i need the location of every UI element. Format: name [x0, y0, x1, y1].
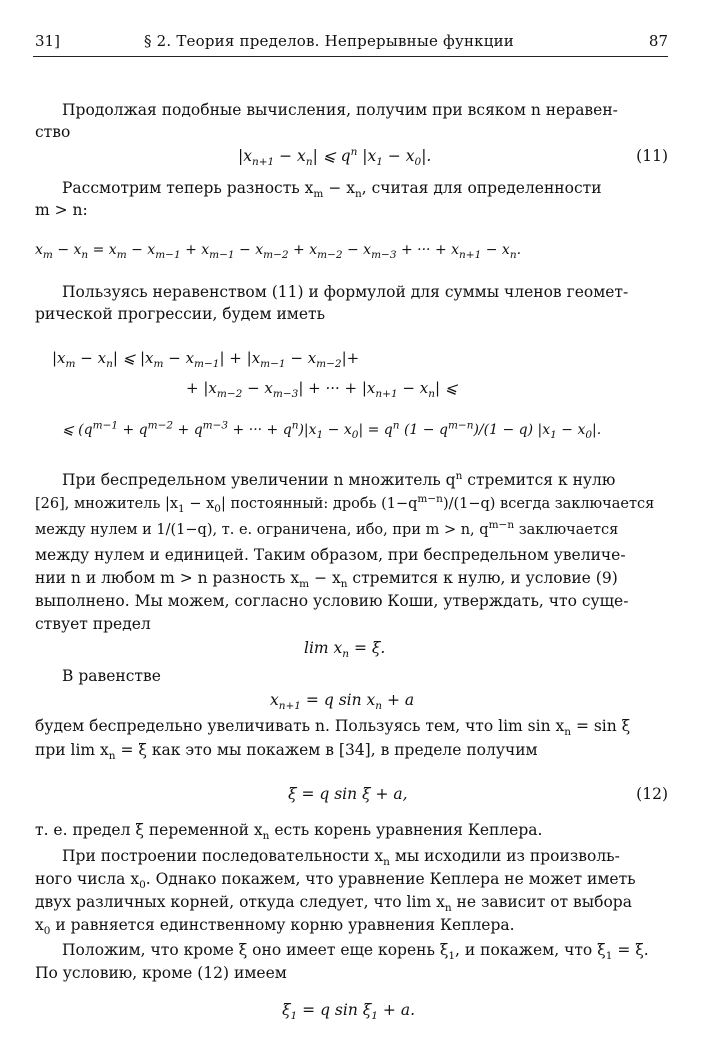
header-rule [33, 56, 668, 57]
text-line: нии n и любом m > n разность $x_m - x_n$ стремится к нулю, и условие (9) [35, 569, 618, 591]
equation-number-12: (12) [636, 785, 668, 803]
text-line: выполнено. Мы можем, согласно условию Коши, утверждать, что суще- [35, 592, 629, 610]
equation-xi1: $\xi_1 = q$ $\sin \xi_1 + a$. [282, 1001, 415, 1023]
text-line: Рассмотрим теперь разность $x_m - x_n$, считая для определенности [62, 179, 602, 201]
text-line: При построении последовательности $x_n$ мы исходили из произволь- [62, 847, 620, 869]
recurrence-equation: $x_{n+1} = q$ $\sin x_n + a$ [270, 691, 415, 713]
limit-equation: $\lim x_n = \xi$. [304, 639, 386, 661]
inequality-line-1: $|x_m - x_n|$ ⩽ $|x_m - x_{m-1}| + |x_{m-1} - x_{m-2}|+$ [52, 349, 360, 370]
text-line: между нулем и единицей. Таким образом, при беспредельном увеличе- [35, 546, 626, 564]
text-line: ство [35, 123, 71, 141]
text-line: Продолжая подобные вычисления, получим при всяком n неравен- [62, 101, 618, 119]
equation-11: $|x_{n+1} - x_n|$ ⩽ $q^n$ $|x_1 - x_0|$. [238, 145, 432, 169]
equation-12: ξ = q sin ξ + a, [288, 785, 408, 803]
text-line: двух различных корней, откуда следует, что $\lim x_n$ не зависит от выбора [35, 893, 632, 915]
equation-number-11: (11) [636, 147, 668, 165]
section-number: 31] [35, 32, 60, 50]
inequality-line-3: ⩽ ($q^{m-1} + q^{m-2} + q^{m-3}$ + ··· + $q^n)|x_1 - x_0| = q^n$ $(1 - q^{m-n})/(1 - q)$ $|x_1 - x_0|$. [62, 419, 602, 441]
text-line: По условию, кроме (12) имеем [35, 964, 287, 982]
text-line: При беспредельном увеличении n множитель $q^n$ стремится к нулю [62, 469, 616, 489]
inequality-line-2: + $|x_{m-2} - x_{m-3}|$ + ··· + $|x_{n+1} - x_n|$ ⩽ [186, 379, 458, 400]
text-line: В равенстве [62, 667, 161, 685]
page-number: 87 [648, 32, 668, 50]
text-line: рической прогрессии, будем иметь [35, 305, 326, 323]
text-line: ного числа $x_0$. Однако покажем, что уравнение Кеплера не может иметь [35, 870, 636, 892]
text-line: при $\lim x_n = \xi$ как это мы покажем в [34], в пределе получим [35, 741, 538, 763]
running-header [0, 26, 708, 60]
text-line: $x_0$ и равняется единственному корню уравнения Кеплера. [35, 916, 515, 938]
text-line: будем беспредельно увеличивать n. Пользуясь тем, что $\lim \sin x_n = \sin \xi$ [35, 717, 631, 739]
text-line: между нулем и 1/(1−q), т. е. ограничена, ибо, при m > n, $q^{m-n}$ заключается [35, 519, 619, 538]
text-line: Пользуясь неравенством (11) и формулой для суммы членов геомет- [62, 283, 629, 301]
text-line: т. е. предел ξ переменной $x_n$ есть корень уравнения Кеплера. [35, 821, 543, 843]
text-line: m > n: [35, 201, 88, 219]
difference-expansion: $x_m - x_n = x_m - x_{m-1} + x_{m-1} - x_{m-2} + x_{m-2} - x_{m-3}$ + ··· + $x_{n+1} - x_n$. [35, 242, 522, 261]
text-line: [26], множитель $|x_1 - x_0|$ постоянный: дробь $(1-q^{m-n})/(1-q)$ всегда заключается [35, 493, 655, 515]
text-line: Положим, что кроме ξ оно имеет еще корень $\xi_1$, и покажем, что $\xi_1 = \xi$. [62, 941, 649, 963]
running-title: § 2. Теория пределов. Непрерывные функции [144, 32, 515, 50]
text-line: ствует предел [35, 615, 151, 633]
